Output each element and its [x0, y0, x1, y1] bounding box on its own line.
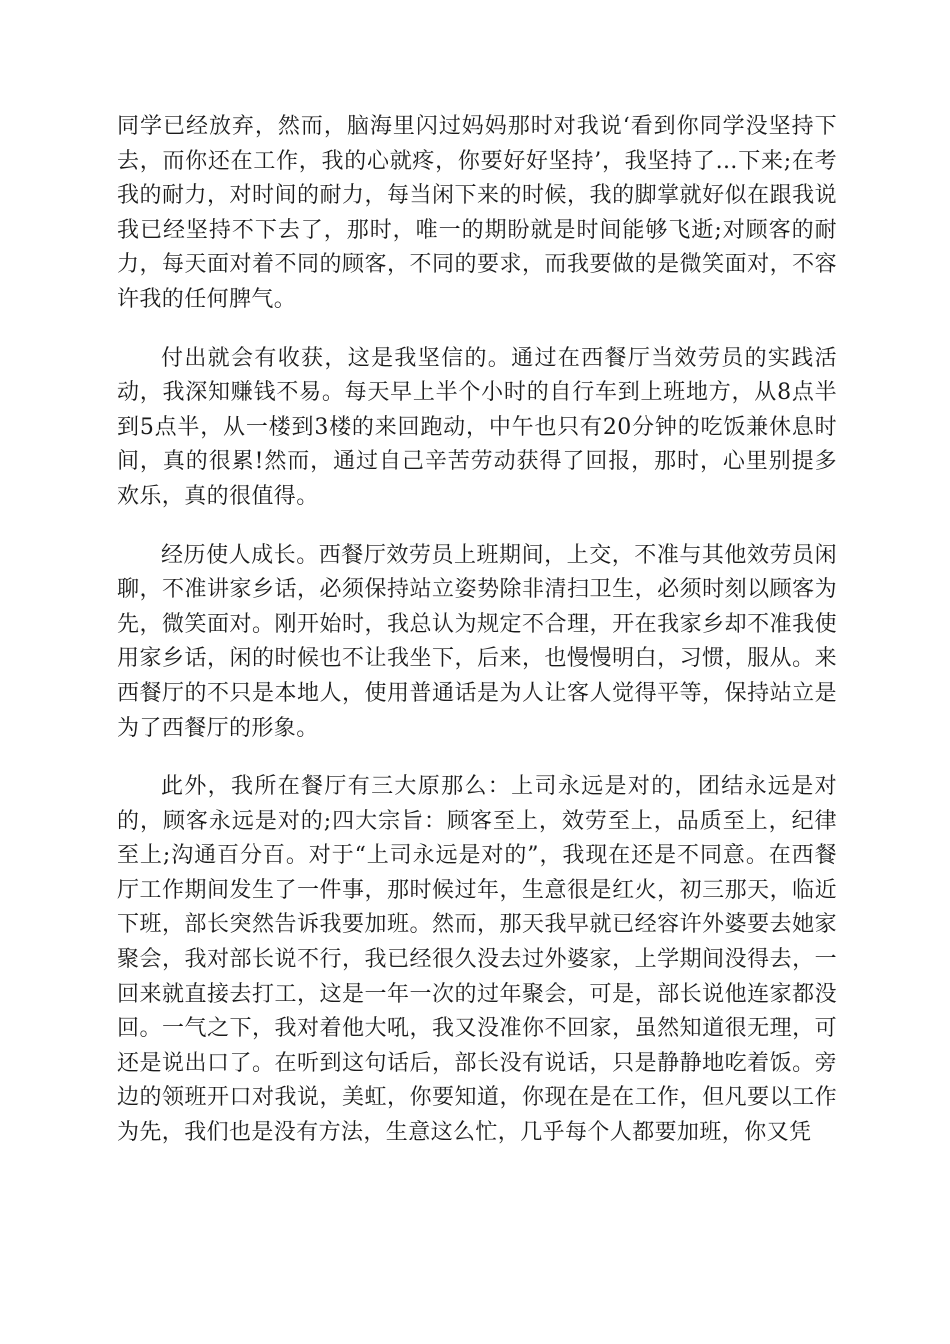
paragraph-1: 同学已经放弃，然而，脑海里闪过妈妈那时对我说‘看到你同学没坚持下去，而你还在工作，我的心就疼，你要好好坚持’，我坚持了…下来;在考我的耐力，对时间的耐力，每当闲下来的时候，我的脚掌就好似在跟我说我已经坚持不下去了，那时，唯一的期盼就是时间能够飞逝;对顾客的耐力，每天面对着不同的顾客，不同的要求，而我要做的是微笑面对，不容许我的任何脾气。 — [117, 114, 837, 312]
paragraph-2: 付出就会有收获，这是我坚信的。通过在西餐厅当效劳员的实践活动，我深知赚钱不易。每天早上半个小时的自行车到上班地方，从8点半到5点半，从一楼到3楼的来回跑动，中午也只有20分钟的吃饭兼休息时间，真的很累!然而，通过自己辛苦劳动获得了回报，那时，心里别提多欢乐，真的很值得。 — [117, 345, 837, 509]
paragraph-4: 此外，我所在餐厅有三大原那么：上司永远是对的，团结永远是对的，顾客永远是对的;四大宗旨：顾客至上，效劳至上，品质至上，纪律至上;沟通百分百。对于“上司永远是对的”，我现在还是不同意。在西餐厅工作期间发生了一件事，那时候过年，生意很是红火，初三那天，临近下班，部长突然告诉我要加班。然而，那天我早就已经容许外婆要去她家聚会，我对部长说不行，我已经很久没去过外婆家，上学期间没得去，一回来就直接去打工，这是一年一次的过年聚会，可是，部长说他连家都没回。一气之下，我对着他大吼，我又没准你不回家，虽然知道很无理，可还是说出口了。在听到这句话后，部长没有说话，只是静静地吃着饭。旁边的领班开口对我说，美虹，你要知道，你现在是在工作，但凡要以工作为先，我们也是没有方法，生意这么忙，几乎每个人都要加班，你又凭 — [117, 774, 837, 1146]
document-body — [117, 110, 837, 1175]
paragraph-3: 经历使人成长。西餐厅效劳员上班期间，上交，不准与其他效劳员闲聊，不准讲家乡话，必须保持站立姿势除非清扫卫生，必须时刻以顾客为先，微笑面对。刚开始时，我总认为规定不合理，开在我家乡却不准我使用家乡话，闲的时候也不让我坐下，后来，也慢慢明白，习惯，服从。来西餐厅的不只是本地人，使用普通话是为人让客人觉得平等，保持站立是为了西餐厅的形象。 — [117, 542, 837, 741]
